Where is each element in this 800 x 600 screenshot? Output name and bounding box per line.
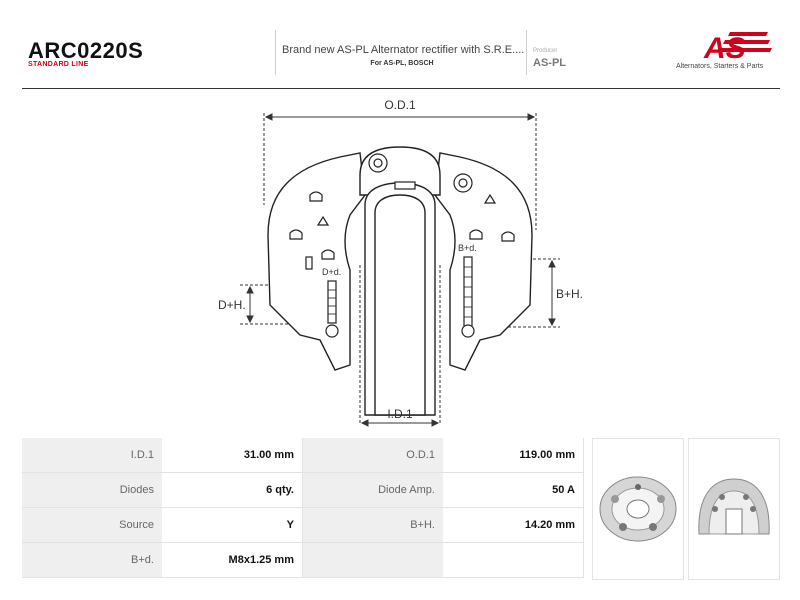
spec-key: Diodes xyxy=(22,473,162,508)
table-row xyxy=(22,473,584,508)
table-row xyxy=(22,438,584,473)
od-label: O.D.1 xyxy=(384,98,416,112)
product-code: ARC0220S xyxy=(28,38,144,63)
rectifier-drawing xyxy=(210,95,590,430)
logo-tagline: Alternators, Starters & Parts xyxy=(676,63,764,70)
spec-value: 50 A xyxy=(443,473,584,508)
compatible-brands: For AS-PL, BOSCH xyxy=(370,60,434,67)
spec-key: B+d. xyxy=(22,543,162,578)
spec-key: O.D.1 xyxy=(302,438,443,473)
table-row xyxy=(22,543,584,578)
spec-value: 119.00 mm xyxy=(443,438,584,473)
spec-value: 14.20 mm xyxy=(443,508,584,543)
product-photo[interactable] xyxy=(592,438,684,580)
spec-key: I.D.1 xyxy=(22,438,162,473)
divider xyxy=(526,30,527,75)
spec-key: Diode Amp. xyxy=(302,473,443,508)
header xyxy=(0,0,800,88)
header-rule xyxy=(22,88,780,89)
spec-value: Y xyxy=(162,508,303,543)
product-photo[interactable] xyxy=(688,438,780,580)
product-line: STANDARD LINE xyxy=(28,61,89,68)
dh-label: D+H. xyxy=(218,298,246,312)
logo-text: AS xyxy=(704,32,746,65)
product-description: Brand new AS-PL Alternator rectifier with S.R.E.... xyxy=(282,44,525,56)
spec-key xyxy=(302,543,443,578)
id-label: I.D.1 xyxy=(387,407,413,421)
producer-name: AS-PL xyxy=(533,57,566,69)
spec-value: 31.00 mm xyxy=(162,438,303,473)
bd-label: B+d. xyxy=(458,243,477,253)
spec-value xyxy=(443,543,584,578)
spec-value: M8x1.25 mm xyxy=(162,543,303,578)
table-row xyxy=(22,508,584,543)
rectifier-photo-icon xyxy=(593,439,683,579)
divider xyxy=(275,30,276,75)
spec-key: Source xyxy=(22,508,162,543)
spec-key: B+H. xyxy=(302,508,443,543)
dd-label: D+d. xyxy=(322,267,342,277)
rectifier-photo-icon xyxy=(689,439,779,579)
specs-table xyxy=(22,438,584,578)
producer-label: Producer xyxy=(533,48,558,54)
bh-label: B+H. xyxy=(556,287,584,301)
spec-value: 6 qty. xyxy=(162,473,303,508)
